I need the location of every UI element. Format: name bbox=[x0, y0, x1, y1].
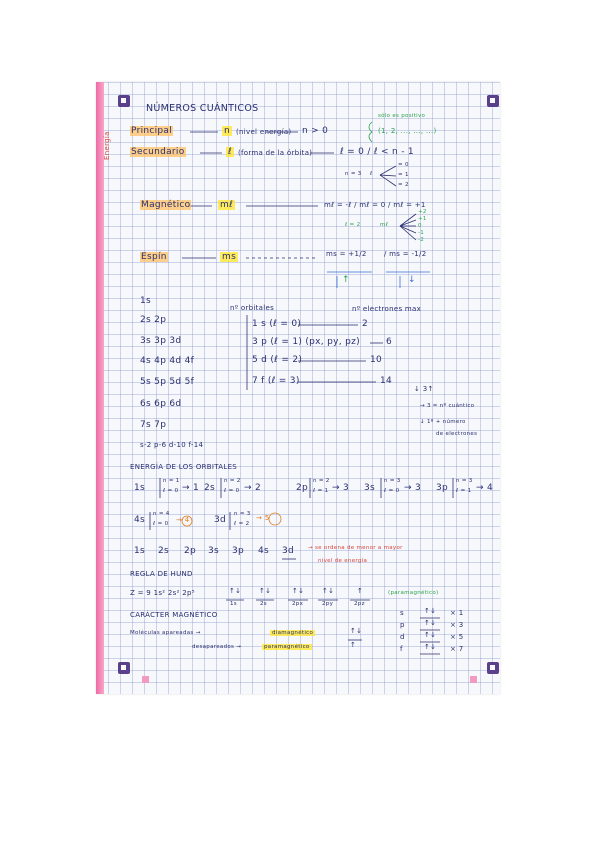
secundario-branch-l: ℓ bbox=[370, 171, 373, 177]
principal-label: Principal bbox=[131, 126, 173, 136]
hund-right-letter: s bbox=[400, 609, 404, 617]
hund-right-count: × 7 bbox=[450, 645, 464, 653]
principal-rule: n > 0 bbox=[302, 126, 329, 136]
electron-count: 10 bbox=[370, 355, 383, 365]
magnetico-branch-ml: mℓ bbox=[380, 222, 389, 228]
magnetico-section-heading: CARÁCTER MAGNÉTICO bbox=[130, 611, 218, 619]
principal-note-bottom: (1, 2, ..., ..., ...) bbox=[378, 127, 437, 135]
magnetico-label: Magnético bbox=[141, 200, 191, 210]
energia-l: ℓ = 0 bbox=[153, 521, 169, 527]
hund-right-box: ↑↓ bbox=[424, 631, 437, 639]
hund-right-letter: d bbox=[400, 633, 405, 641]
orbital-row: 3s 3p 3d bbox=[140, 336, 182, 346]
magnetico-symbol: mℓ bbox=[220, 200, 234, 210]
secundario-rule: ℓ = 0 / ℓ < n - 1 bbox=[340, 147, 414, 157]
hund-right-letter: f bbox=[400, 645, 403, 653]
orbital-entry: 7 f (ℓ = 3) bbox=[252, 376, 300, 386]
electron-count: 6 bbox=[386, 337, 393, 347]
energia-heading: ENERGÍA DE LOS ORBITALES bbox=[130, 463, 238, 471]
hund-box-label: 1s bbox=[230, 601, 237, 607]
orden-item: 3s bbox=[208, 546, 220, 556]
energia-orb: 1s bbox=[134, 483, 146, 493]
paramagnetico-heading: (paramagnético) bbox=[388, 590, 439, 596]
energia-orb: 2s bbox=[204, 483, 216, 493]
hund-box-arrows: ↑↓ bbox=[259, 587, 272, 595]
principal-note-top: sólo es positivo bbox=[378, 113, 426, 119]
secundario-branch-n: n = 3 bbox=[345, 171, 362, 177]
secundario-label: Secundario bbox=[131, 147, 185, 157]
energia-l: ℓ = 0 bbox=[163, 488, 179, 494]
secundario-branch-val: = 0 bbox=[398, 162, 409, 168]
energia-orb: 3p bbox=[436, 483, 449, 493]
energia-orb: 3s bbox=[364, 483, 376, 493]
energia-result: → 1 bbox=[182, 483, 200, 493]
hund-box-label: 2s bbox=[260, 601, 267, 607]
orden-note: → se ordena de menor a mayor bbox=[308, 545, 403, 551]
orbital-row: 1s bbox=[140, 296, 152, 306]
energia-l: ℓ = 0 bbox=[224, 488, 240, 494]
magnetico-line1-c: ↑↓ bbox=[350, 627, 363, 635]
orden-item: 3p bbox=[232, 546, 245, 556]
magnetico-line2-c: ↑ bbox=[350, 641, 357, 649]
magnetico-branch-val: -1 bbox=[418, 230, 425, 236]
principal-desc: (nivel energía) bbox=[236, 128, 292, 136]
orbital-entry: 5 d (ℓ = 2) bbox=[252, 355, 303, 365]
hund-box-label: 2py bbox=[322, 601, 334, 607]
magnetico-branch-val: -2 bbox=[418, 237, 425, 243]
energia-n: n = 3 bbox=[384, 478, 401, 484]
orden-item: 2p bbox=[184, 546, 197, 556]
energia-orb: 3d bbox=[214, 515, 227, 525]
hund-box-arrows: ↑↓ bbox=[322, 587, 335, 595]
energia-l: ℓ = 1 bbox=[456, 488, 472, 494]
orden-item: 2s bbox=[158, 546, 170, 556]
magnetico-line1-b: diamagnético bbox=[272, 630, 314, 636]
orbital-row: 7s 7p bbox=[140, 420, 167, 430]
energia-l: ℓ = 2 bbox=[234, 521, 250, 527]
page-title: NÚMEROS CUÁNTICOS bbox=[146, 103, 259, 114]
electron-count: 14 bbox=[380, 376, 393, 386]
hund-right-box: ↑↓ bbox=[424, 619, 437, 627]
energia-n: n = 2 bbox=[224, 478, 241, 484]
magnetico-line1-a: Moléculas apareadas → bbox=[130, 630, 201, 636]
energia-result: → 2 bbox=[244, 483, 262, 493]
magnetico-line2-a: desapareados → bbox=[192, 644, 242, 650]
hund-box-label: 2pz bbox=[354, 601, 365, 607]
espin-rule-a: ms = +1/2 bbox=[326, 250, 367, 258]
hund-right-box: ↑↓ bbox=[424, 607, 437, 615]
orden-item: 3d bbox=[282, 546, 295, 556]
hund-right-count: × 5 bbox=[450, 633, 464, 641]
orbital-note: ↓ 1º + número bbox=[420, 419, 466, 425]
secundario-symbol: ℓ bbox=[228, 147, 233, 157]
espin-label: Espín bbox=[141, 252, 167, 262]
hund-right-count: × 3 bbox=[450, 621, 464, 629]
hund-box-label: 2px bbox=[292, 601, 304, 607]
energia-result: → 4 bbox=[476, 483, 494, 493]
energia-result: → 4 bbox=[176, 516, 190, 524]
energia-n: n = 4 bbox=[153, 511, 170, 517]
orden-item: 4s bbox=[258, 546, 270, 556]
electrones-header: nº electrones max bbox=[352, 305, 422, 313]
orbital-row: 5s 5p 5d 5f bbox=[140, 377, 195, 387]
energia-result: → 5 bbox=[256, 514, 270, 522]
orbital-row: 4s 4p 4d 4f bbox=[140, 356, 195, 366]
secundario-branch-val: = 1 bbox=[398, 172, 409, 178]
orbital-row: 6s 6p 6d bbox=[140, 399, 182, 409]
orbital-note: de electrones bbox=[436, 431, 478, 437]
espin-up-arrow: ↑ bbox=[342, 275, 350, 285]
espin-symbol: ms bbox=[222, 252, 237, 262]
electron-count: 2 bbox=[362, 319, 369, 329]
orden-note: nivel de energía bbox=[318, 558, 368, 564]
espin-rule-b: / ms = -1/2 bbox=[384, 250, 427, 258]
orbital-note: → 3 = nº cuántico bbox=[420, 403, 475, 409]
espin-down-arrow: ↓ bbox=[408, 275, 416, 285]
hund-box-arrows: ↑↓ bbox=[292, 587, 305, 595]
magnetico-branch-val: +2 bbox=[418, 209, 427, 215]
magnetico-line2-b: paramagnético bbox=[264, 644, 310, 650]
energia-l: ℓ = 0 bbox=[384, 488, 400, 494]
hund-right-box: ↑↓ bbox=[424, 643, 437, 651]
principal-symbol: n bbox=[224, 126, 231, 136]
side-note: Energía bbox=[103, 131, 111, 160]
magnetico-branch-val: 0 bbox=[418, 223, 422, 229]
energia-orb: 2p bbox=[296, 483, 309, 493]
hund-heading: REGLA DE HUND bbox=[130, 570, 193, 578]
hund-right-letter: p bbox=[400, 621, 405, 629]
orbital-footer: s-2 p-6 d-10 f-14 bbox=[140, 441, 204, 449]
energia-result: → 3 bbox=[332, 483, 350, 493]
hund-box-arrows: ↑↓ bbox=[229, 587, 242, 595]
energia-orb: 4s bbox=[134, 515, 146, 525]
magnetico-branch-val: +1 bbox=[418, 216, 427, 222]
orbital-entry: 3 p (ℓ = 1) (px, py, pz) bbox=[252, 337, 360, 347]
energia-n: n = 3 bbox=[234, 511, 251, 517]
orbital-row: 2s 2p bbox=[140, 315, 167, 325]
magnetico-branch-l: ℓ = 2 bbox=[345, 222, 361, 228]
secundario-branch-val: = 2 bbox=[398, 182, 409, 188]
orden-item: 1s bbox=[134, 546, 146, 556]
energia-n: n = 3 bbox=[456, 478, 473, 484]
energia-l: ℓ = 1 bbox=[313, 488, 329, 494]
energia-n: n = 1 bbox=[163, 478, 180, 484]
hund-right-count: × 1 bbox=[450, 609, 464, 617]
orbital-note: ↓ 3↑ bbox=[414, 385, 434, 393]
energia-result: → 3 bbox=[404, 483, 422, 493]
secundario-desc: (forma de la órbita) bbox=[238, 149, 313, 157]
magnetico-rule: mℓ = -ℓ / mℓ = 0 / mℓ = +1 bbox=[324, 201, 426, 209]
hund-box-arrows: ↑ bbox=[357, 587, 364, 595]
orbitales-header: nº orbitales bbox=[230, 304, 275, 312]
hund-config: Z = 9 1s² 2s² 2p⁵ bbox=[130, 589, 195, 597]
energia-n: n = 2 bbox=[313, 478, 330, 484]
orbital-entry: 1 s (ℓ = 0) bbox=[252, 319, 302, 329]
